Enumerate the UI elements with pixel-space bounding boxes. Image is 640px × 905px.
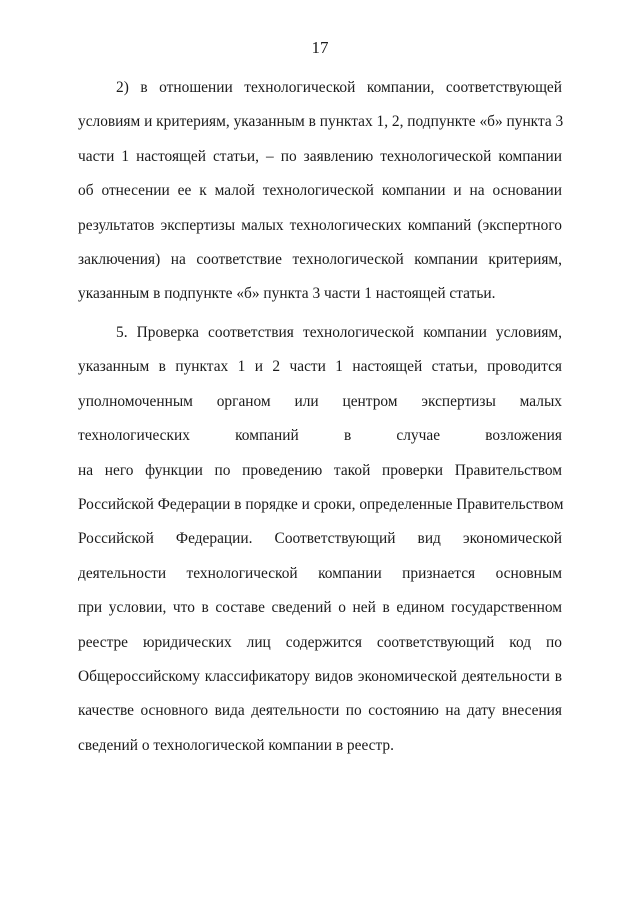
paragraph-2-subpoint bbox=[78, 78, 562, 319]
text-line: части 1 настоящей статьи, – по заявлению технологической компании bbox=[78, 147, 562, 165]
text-line: деятельности технологической компании признается основным bbox=[78, 564, 562, 582]
text-line: качестве основного вида деятельности по состоянию на дату внесения bbox=[78, 702, 562, 720]
text-line: сведений о технологической компании в реестр. bbox=[78, 736, 394, 754]
text-line: Общероссийскому классификатору видов экономической деятельности в bbox=[78, 667, 562, 685]
text-line: уполномоченным органом или центром экспертизы малых bbox=[78, 392, 562, 410]
text-line: на него функции по проведению такой проверки Правительством bbox=[78, 461, 562, 479]
text-line: заключения) на соответствие технологической компании критериям, bbox=[78, 250, 562, 268]
text-line: результатов экспертизы малых технологических компаний (экспертного bbox=[78, 216, 562, 234]
text-line: указанным в подпункте «б» пункта 3 части 1 настоящей статьи. bbox=[78, 285, 496, 303]
text-line: указанным в пунктах 1 и 2 части 1 настоящей статьи, проводится bbox=[78, 358, 562, 376]
text-line: Российской Федерации. Соответствующий вид экономической bbox=[78, 530, 562, 548]
page-number: 17 bbox=[311, 38, 329, 57]
text-line: 5. Проверка соответствия технологической компании условиям, bbox=[116, 324, 562, 341]
text-line: технологических компаний в случае возложения bbox=[78, 427, 562, 445]
text-line: при условии, что в составе сведений о ней в едином государственном bbox=[78, 599, 562, 617]
text-line: Российской Федерации в порядке и сроки, определенные Правительством bbox=[78, 495, 564, 513]
paragraph-5 bbox=[78, 323, 562, 770]
text-line: 2) в отношении технологической компании, соответствующей bbox=[116, 79, 562, 96]
text-line: реестре юридических лиц содержится соответствующий код по bbox=[78, 633, 562, 651]
text-line: об отнесении ее к малой технологической компании и на основании bbox=[78, 182, 562, 200]
text-line: условиям и критериям, указанным в пунктах 1, 2, подпункте «б» пункта 3 bbox=[78, 113, 564, 131]
